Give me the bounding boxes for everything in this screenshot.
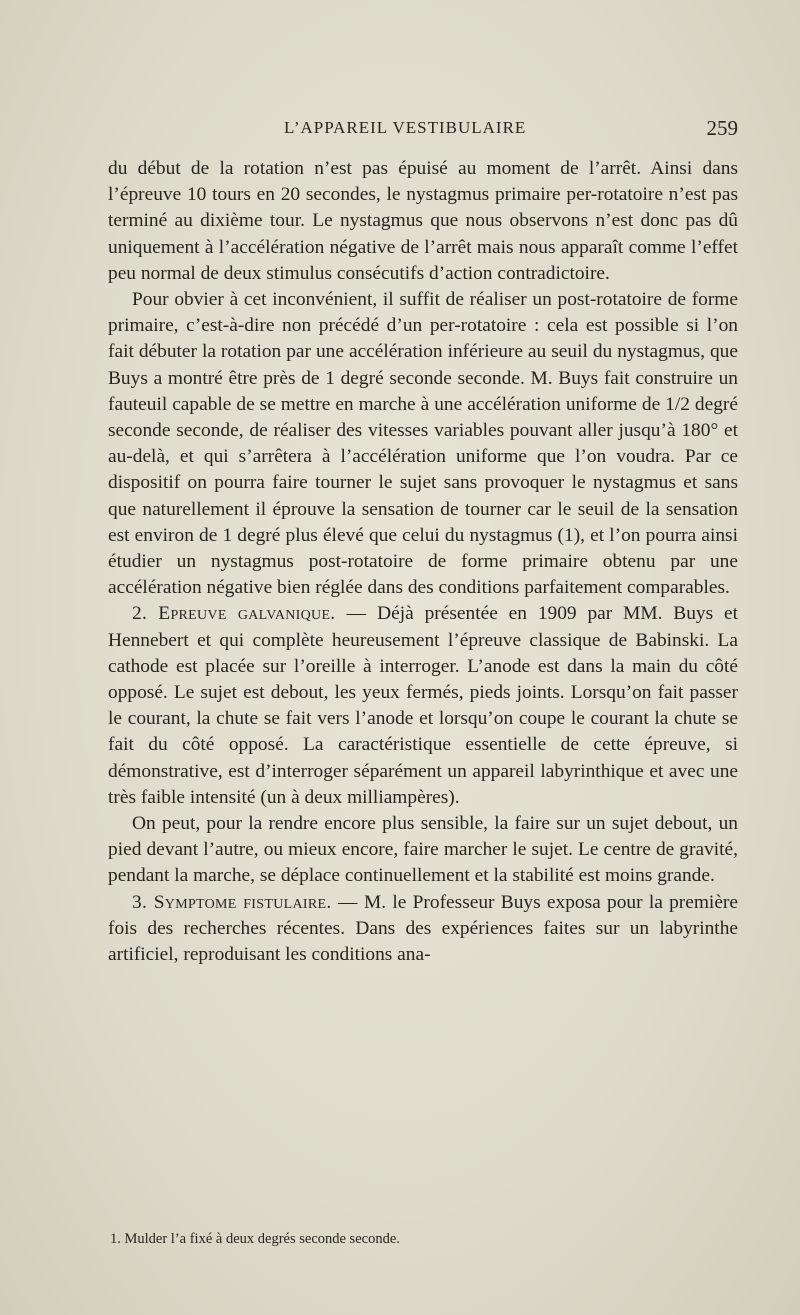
section-heading: 2. Epreuve galvanique. — [132,603,367,625]
paragraph-text: On peut, pour la rendre encore plus sensible, la faire sur un sujet debout, un pied devant l’autre, ou mieux encore, faire marcher le sujet. Le centre de gravité, pendant la marche, se déplace continuellement et la stabilité est moins grande. [108,813,738,887]
paragraph-fistula-symptom [108,890,738,969]
running-head [108,116,738,142]
body-text [108,156,738,968]
paragraph-galvanic-test [108,601,738,811]
section-heading: 3. Symptome fistulaire. — [132,891,358,913]
paragraph-4 [108,811,738,890]
paragraph-1 [108,156,738,287]
paragraph-2 [108,287,738,601]
paragraph-text: Déjà présentée en 1909 par MM. Buys et Hennebert et qui complète heureusement l’épreuve classique de Babinski. La cathode est placée sur l’oreille à interroger. L’anode est dans la main du côté opposé. Le sujet est debout, les yeux fermés, pieds joints. Lorsqu’on fait passer le courant, la chute se fait vers l’anode et lorsqu’on coupe le courant la chute se fait du côté opposé. La caractéristique essentielle de cette épreuve, si démonstrative, est d’interroger séparément un appareil labyrinthique et avec une très faible intensité (un à deux milliampères). [108,603,738,808]
paragraph-text: du début de la rotation n’est pas épuisé au moment de l’arrêt. Ainsi dans l’épreuve 10 tours en 20 secondes, le nystagmus primaire per-rotatoire n’est pas terminé au dixième tour. Le nystagmus que nous observons n’est donc pas dû uniquement à l’accélération négative de l’arrêt mais nous apparaît comme l’effet peu normal de deux stimulus consécutifs d’action contradictoire. [108,158,738,284]
running-title: L’APPAREIL VESTIBULAIRE [284,118,527,137]
page-number: 259 [706,116,738,140]
paragraph-text: Pour obvier à cet inconvénient, il suffit de réaliser un post-rotatoire de forme primaire, c’est-à-dire non précédé d’un per-rotatoire : cela est possible si l’on fait débuter la rotation par une accélération inférieure au seuil du nystagmus, que Buys a montré être près de 1 degré seconde seconde. M. Buys fait construire un fauteuil capable de se mettre en marche à une accélération uniforme de 1/2 degré seconde seconde, de réaliser des vitesses variables pouvant aller jusqu’à 180° et au-delà, et qui s’arrêtera à l’accélération uniforme que l’on voudra. Par ce dispositif on pourra faire tourner le sujet sans provoquer le nystagmus et sans que naturellement il éprouve la sensation de tourner car le seuil de la sensation est environ de 1 degré plus élevé que celui du nystagmus (1), et l’on pourra ainsi étudier un nystagmus post-rotatoire de forme primaire obtenu par une accélération négative bien réglée dans des conditions parfaitement comparables. [108,289,738,599]
footnote: 1. Mulder l’a fixé à deux degrés seconde seconde. [110,1231,400,1247]
paragraph-text: M. le Professeur Buys exposa pour la première fois des recherches récentes. Dans des expériences faites sur un labyrinthe artificiel, reproduisant les conditions ana- [108,891,738,966]
